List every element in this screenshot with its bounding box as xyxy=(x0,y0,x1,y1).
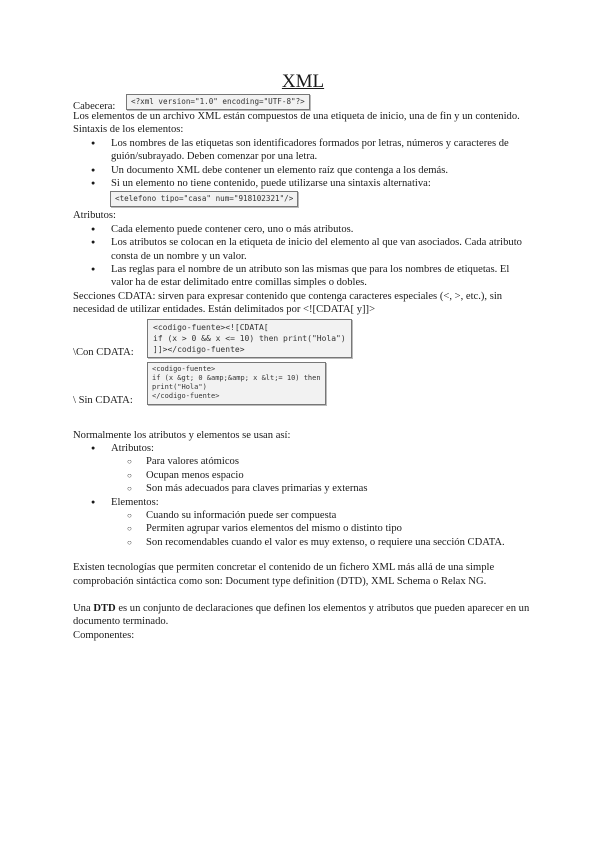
without-cdata-label: \ Sin CDATA: xyxy=(73,394,133,406)
usage-heading: Normalmente los atributos y elementos se usan así: xyxy=(73,429,291,441)
syntax-list xyxy=(73,137,533,191)
list-item: ○ Permiten agrupar varios elementos del mismo o distinto tipo xyxy=(73,522,533,535)
technologies-paragraph: Existen tecnologías que permiten concretar el contenido de un fichero XML más allá de una simple comprobación sintáctica como son: Document type definition (DTD), XML Schema o Relax NG. xyxy=(73,562,495,587)
usage-elements-sublist xyxy=(73,509,533,549)
list-item: ● Las reglas para el nombre de un atributo son las mismas que para los nombres de etiquetas. El valor ha de estar delimitado entre comillas simples o dobles. xyxy=(73,263,533,290)
list-item: ● Cada elemento puede contener cero, uno o más atributos. xyxy=(73,223,533,236)
syntax-heading: Sintaxis de los elementos: xyxy=(73,124,184,136)
usage-list xyxy=(73,442,533,455)
dtd-pre: Una xyxy=(73,602,94,614)
list-item: ○ Ocupan menos espacio xyxy=(73,469,533,482)
header-code-box: <?xml version="1.0" encoding="UTF-8"?> xyxy=(126,94,310,110)
list-item-attributes xyxy=(73,442,533,455)
dtd-post: es un conjunto de declaraciones que definen los elementos y atributos que pueden aparecer en un documento terminado. xyxy=(73,602,530,628)
with-cdata-label: \Con CDATA: xyxy=(73,346,134,358)
list-item: ● Los atributos se colocan en la etiqueta de inicio del elemento al que van asociados. Cada atributo consta de un nombre y un valor. xyxy=(73,236,533,263)
spacer xyxy=(73,549,533,561)
without-cdata-example xyxy=(73,362,533,405)
empty-element-code-box: <telefono tipo="casa" num="918102321"/> xyxy=(110,191,298,207)
list-item: ○ Cuando su información puede ser compuesta xyxy=(73,509,533,522)
usage-attributes-sublist xyxy=(73,455,533,495)
list-item: ● Si un elemento no tiene contenido, puede utilizarse una sintaxis alternativa: xyxy=(73,177,533,190)
list-item: ○ Para valores atómicos xyxy=(73,455,533,468)
dtd-term: DTD xyxy=(93,602,116,614)
spacer xyxy=(73,405,533,429)
dtd-paragraph xyxy=(73,602,533,629)
without-cdata-code-box: <codigo-fuente> if (x &gt; 0 &amp;&amp; x &lt;= 10) then print("Hola") </codigo-fuente> xyxy=(147,362,326,405)
list-item: ○ Son más adecuados para claves primarias y externas xyxy=(73,482,533,495)
list-item: ○ Son recomendables cuando el valor es muy extenso, o requiere una sección CDATA. xyxy=(73,536,533,549)
spacer xyxy=(73,588,533,602)
with-cdata-example xyxy=(73,319,533,358)
cdata-paragraph: Secciones CDATA: sirven para expresar contenido que contenga caracteres especiales (<, >, etc.), sin necesidad de utilizar entidades. Están delimitados por <![CDATA[ y]]> xyxy=(73,290,503,316)
attributes-list xyxy=(73,223,533,290)
attributes-heading: Atributos: xyxy=(73,210,116,222)
components-heading: Componentes: xyxy=(73,629,135,641)
usage-attributes-label: Atributos: xyxy=(111,442,154,454)
usage-elements-label: Elementos: xyxy=(111,496,159,508)
header-label: Cabecera: xyxy=(73,101,116,112)
list-item: ● Los nombres de las etiquetas son identificadores formados por letras, números y caracteres de guión/subrayado. Deben comenzar por una letra. xyxy=(73,137,533,164)
usage-list-elements xyxy=(73,496,533,509)
with-cdata-code-box: <codigo-fuente><![CDATA[ if (x > 0 && x <= 10) then print("Hola") ]]></codigo-fuente> xyxy=(147,319,352,358)
empty-element-example xyxy=(73,191,533,207)
document-page xyxy=(73,72,533,642)
header-section xyxy=(73,94,533,110)
list-item: ● Un documento XML debe contener un elemento raíz que contenga a los demás. xyxy=(73,164,533,177)
list-item-elements xyxy=(73,496,533,509)
intro-paragraph: Los elementos de un archivo XML están compuestos de una etiqueta de inicio, una de fin y un contenido. xyxy=(73,111,520,122)
page-title: XML xyxy=(281,71,325,92)
